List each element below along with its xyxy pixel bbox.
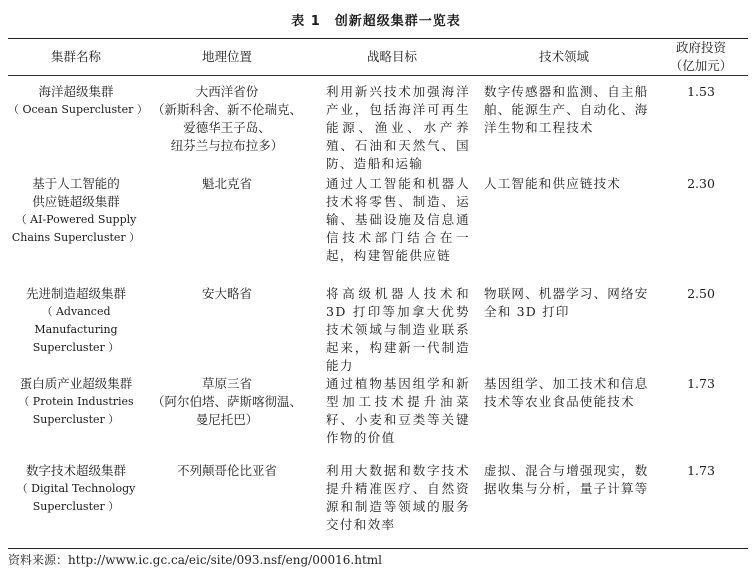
cluster-name-line: 数字技术超级集群 — [25, 463, 126, 478]
table-header-row — [8, 39, 748, 76]
table-row — [8, 462, 748, 549]
location-line: 爱德华王子岛、 — [183, 120, 271, 135]
table-row — [8, 375, 748, 462]
cell-tech: 物联网、机器学习、网络安全和 3D 打印 — [484, 286, 649, 319]
cluster-name-cn: 海洋超级集群 — [38, 84, 114, 99]
supercluster-table — [8, 38, 748, 549]
cluster-name-en: Supercluster ） — [32, 413, 120, 426]
location-line: （新斯科舍、新不伦瑞克、 — [151, 102, 302, 117]
cell-invest: 2.30 — [687, 176, 715, 191]
location-line: （阿尔伯塔、萨斯喀彻温、 — [151, 394, 302, 409]
location-line: 大西洋省份 — [195, 84, 259, 99]
table-number: 表 1 — [291, 14, 321, 29]
header-invest — [654, 39, 748, 76]
cell-invest: 1.73 — [687, 463, 715, 478]
cell-cluster-name — [8, 175, 144, 285]
table-row — [8, 285, 748, 375]
location-line: 安大略省 — [201, 286, 252, 301]
cell-cluster-name — [8, 76, 148, 176]
cell-goal: 将高级机器人技术和 3D 打印等加拿大优势技术领域与制造业联系起来，构建新一代制造能力 — [326, 286, 470, 373]
table-row — [8, 175, 748, 285]
table-title: 创新超级集群一览表 — [334, 14, 461, 29]
source-note — [8, 551, 382, 568]
cluster-name-en: Supercluster ） — [32, 341, 120, 354]
cell-location — [144, 76, 310, 176]
cluster-name-en: Supercluster ） — [32, 500, 120, 513]
cluster-name-line: 基于人工智能的 — [32, 176, 120, 191]
cell-location — [144, 462, 310, 549]
header-invest-line2: （亿加元） — [669, 58, 733, 73]
cell-goal: 利用大数据和数字技术提升精准医疗、自然资源和制造等领域的服务交付和效率 — [326, 463, 470, 532]
table-row — [8, 76, 748, 176]
location-line: 魁北克省 — [201, 176, 252, 191]
cluster-name-line: 供应链超级集群 — [32, 194, 120, 209]
cell-location — [144, 175, 310, 285]
cluster-name-en: （ Advanced Manufacturing — [34, 305, 118, 336]
cell-cluster-name — [8, 462, 144, 549]
cluster-name-en: （ Digital Technology — [16, 482, 136, 495]
cell-invest: 2.50 — [687, 286, 715, 301]
table-caption — [0, 10, 752, 29]
cell-location — [144, 285, 310, 375]
location-line: 纽芬兰与拉布拉多） — [170, 138, 284, 153]
cell-goal: 通过植物基因组学和新型加工技术提升油菜籽、小麦和豆类等关键作物的价值 — [326, 376, 470, 445]
cell-cluster-name — [8, 375, 144, 462]
cell-tech: 人工智能和供应链技术 — [484, 176, 622, 191]
header-name: 集群名称 — [8, 39, 144, 76]
source-url[interactable]: http://www.ic.gc.ca/eic/site/093.nsf/eng/00016.html — [68, 553, 382, 567]
location-line: 曼尼托巴） — [195, 412, 259, 427]
cell-goal: 通过人工智能和机器人技术将零售、制造、运输、基础设施及信息通信技术部门结合在一起，构建智能供应链 — [326, 176, 470, 263]
cell-tech: 基因组学、加工技术和信息技术等农业食品使能技术 — [484, 376, 649, 409]
source-label: 资料来源： — [8, 553, 69, 567]
cluster-name-line: 先进制造超级集群 — [25, 286, 126, 301]
location-line: 不列颠哥伦比亚省 — [176, 463, 277, 478]
header-invest-line1: 政府投资 — [675, 40, 726, 55]
cell-invest: 1.53 — [687, 84, 715, 99]
header-tech: 技术领域 — [474, 39, 654, 76]
cluster-name-en: （ AI-Powered Supply — [15, 213, 137, 226]
cell-tech: 数字传感器和监测、自主船舶、能源生产、自动化、海洋生物和工程技术 — [484, 84, 649, 135]
cluster-name-en: （ Protein Industries — [18, 395, 134, 408]
cluster-name-line: 蛋白质产业超级集群 — [19, 376, 133, 391]
header-goal: 战略目标 — [310, 39, 474, 76]
cell-invest: 1.73 — [687, 376, 715, 391]
location-line: 草原三省 — [201, 376, 252, 391]
header-location: 地理位置 — [144, 39, 310, 76]
cell-goal: 利用新兴技术加强海洋产业，包括海洋可再生能源、渔业、水产养殖、石油和天然气、国防、造船和运输 — [326, 84, 470, 171]
cluster-name-en: Chains Supercluster ） — [11, 231, 141, 244]
cell-cluster-name — [8, 285, 144, 375]
cell-tech: 虚拟、混合与增强现实，数据收集与分析，量子计算等 — [484, 463, 649, 496]
cell-location — [144, 375, 310, 462]
cluster-name-en: （ Ocean Supercluster ） — [8, 103, 148, 116]
